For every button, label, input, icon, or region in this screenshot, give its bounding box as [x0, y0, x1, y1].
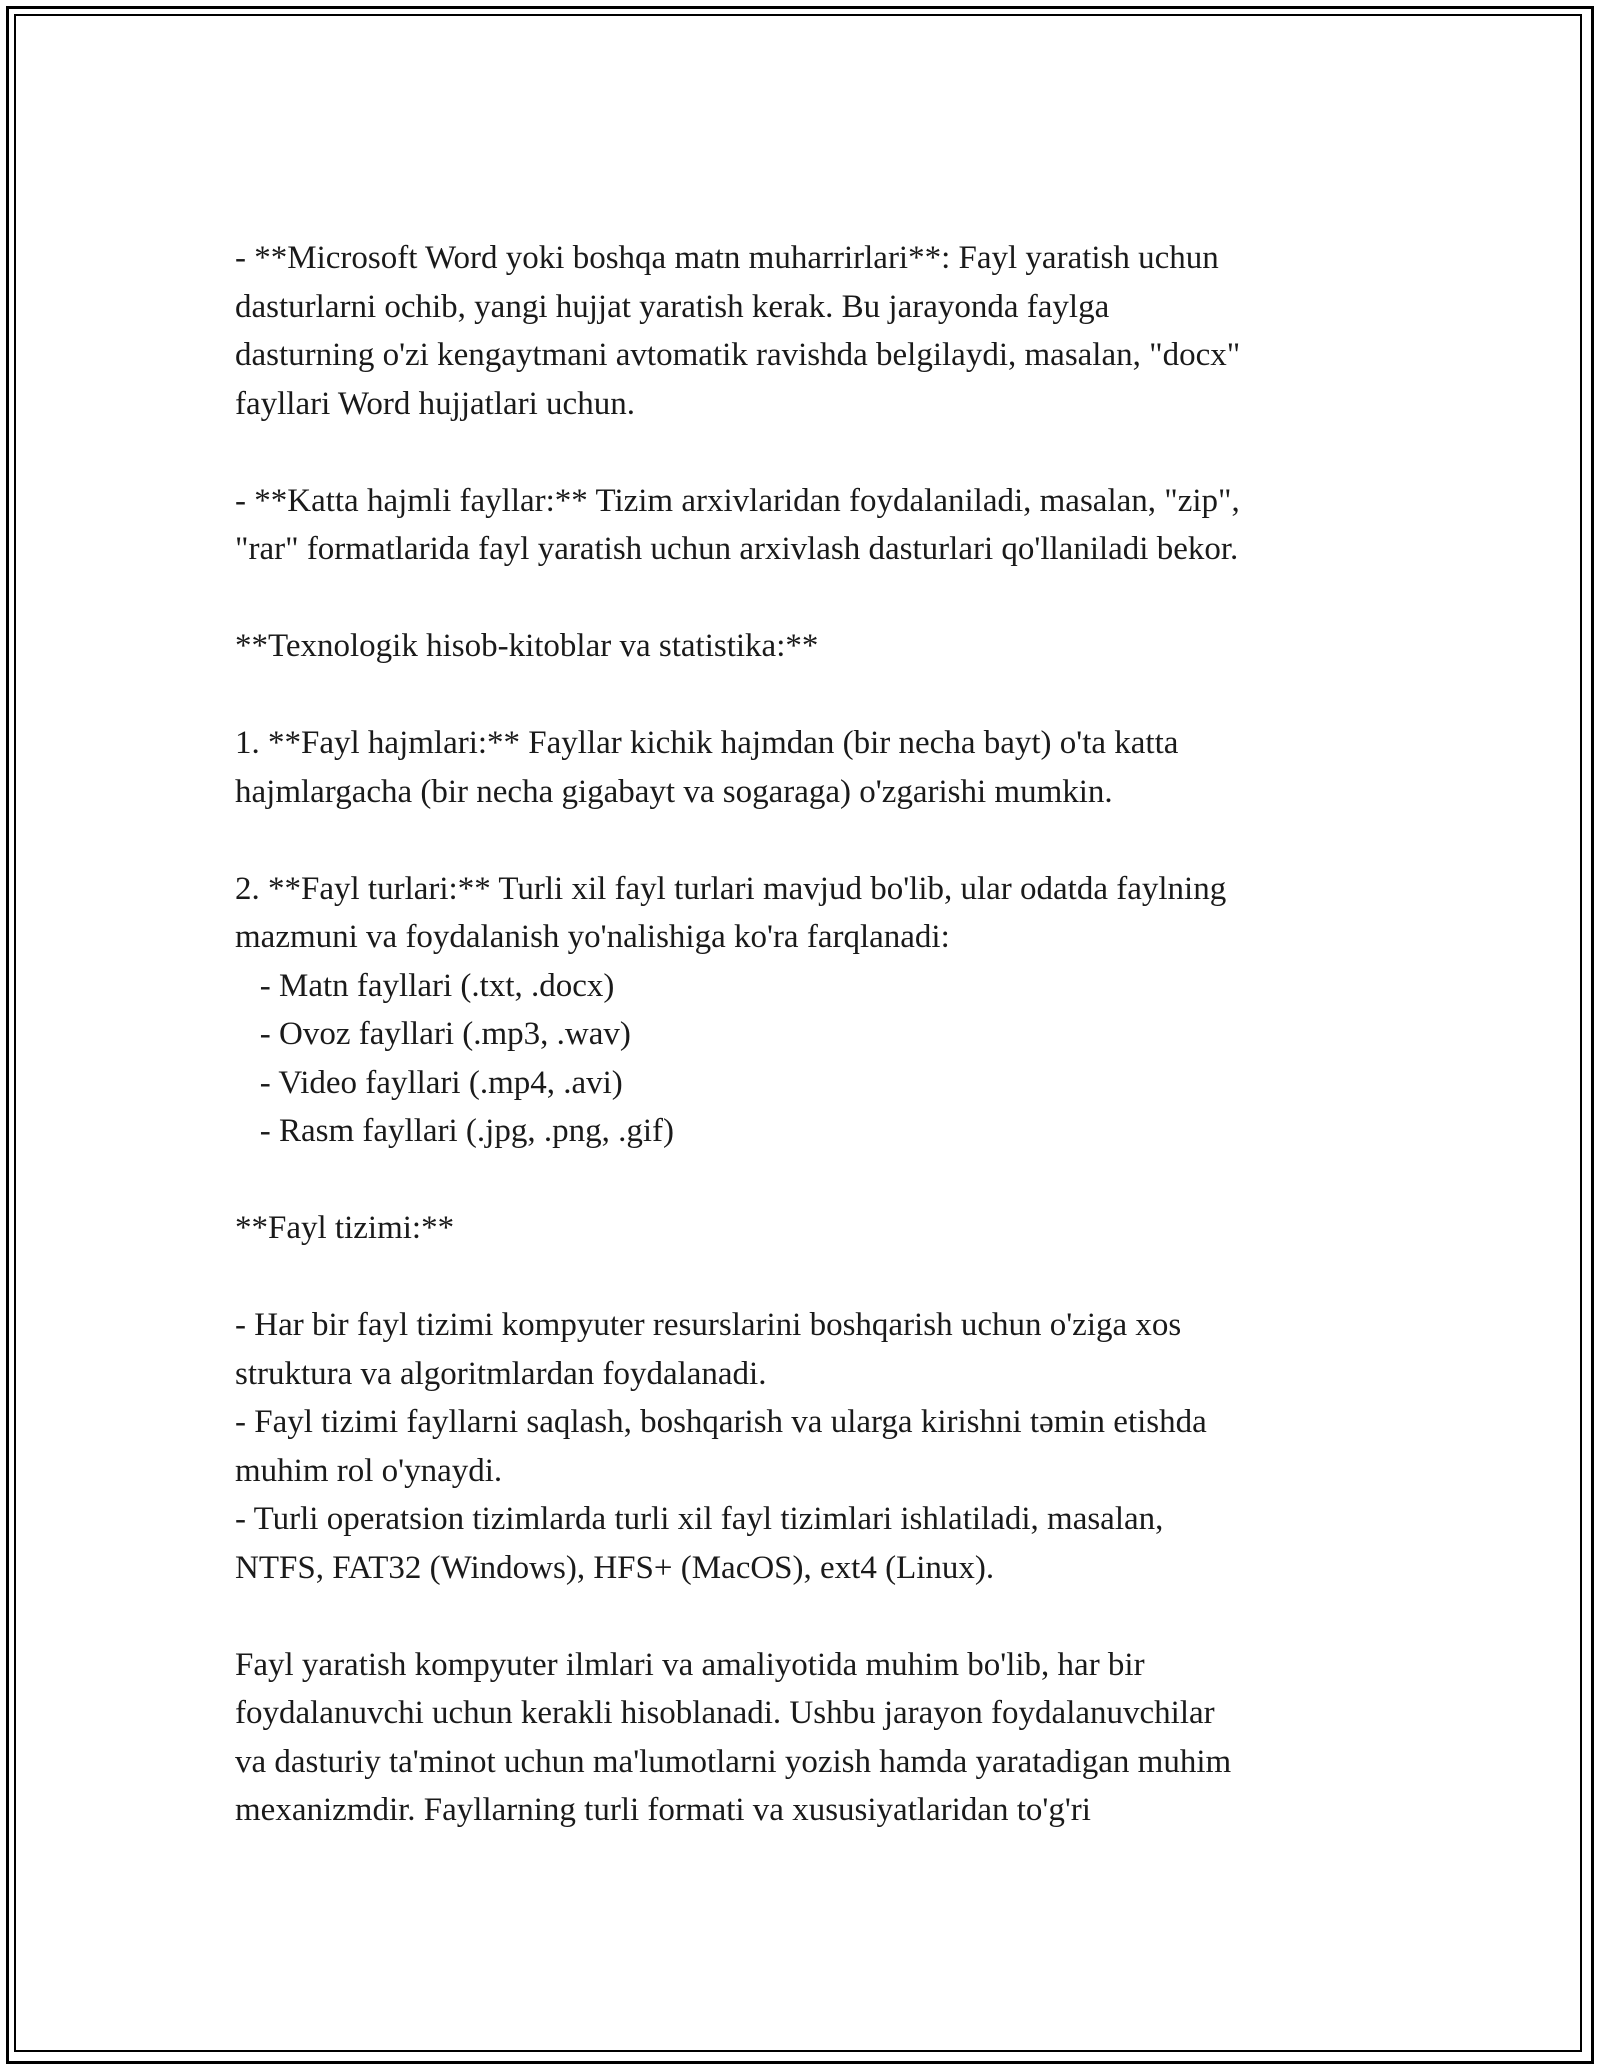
paragraph-gap: [235, 1253, 1415, 1302]
paragraph-word-editors: [235, 234, 1415, 428]
text-line: muhim rol o'ynaydi.: [235, 1452, 503, 1489]
list-item: - Video fayllari (.mp4, .avi): [235, 1064, 623, 1101]
text-line: **Texnologik hisob-kitoblar va statistika:**: [235, 628, 819, 664]
document-body: [235, 234, 1415, 1835]
text-line: - Turli operatsion tizimlarda turli xil fayl tizimlari ishlatiladi, masalan,: [235, 1501, 1164, 1537]
text-line: 2. **Fayl turlari:** Turli xil fayl turlari mavjud bo'lib, ular odatda faylning: [235, 870, 1227, 907]
text-line: foydalanuvchi uchun kerakli hisoblanadi. Ushbu jarayon foydalanuvchilar: [235, 1695, 1215, 1731]
paragraph-file-sizes: [235, 719, 1415, 816]
text-line: "rar" formatlarida fayl yaratish uchun arxivlash dasturlari qo'llaniladi bekor.: [235, 531, 1239, 567]
heading-file-system: [235, 1204, 1415, 1253]
paragraph-gap: [235, 428, 1415, 477]
text-line: **Fayl tizimi:**: [235, 1210, 455, 1246]
paragraph-file-types: [235, 865, 1415, 1156]
paragraph-gap: [235, 574, 1415, 623]
paragraph-gap: [235, 671, 1415, 720]
list-item: - Rasm fayllari (.jpg, .png, .gif): [235, 1113, 674, 1149]
text-line: struktura va algoritmlardan foydalanadi.: [235, 1355, 767, 1392]
text-line: 1. **Fayl hajmlari:** Fayllar kichik hajmdan (bir necha bayt) o'ta katta: [235, 725, 1179, 761]
paragraph-gap: [235, 1592, 1415, 1641]
list-item: - Matn fayllari (.txt, .docx): [235, 967, 615, 1004]
text-line: fayllari Word hujjatlari uchun.: [235, 385, 635, 422]
text-line: va dasturiy ta'minot uchun ma'lumotlarni yozish hamda yaratadigan muhim: [235, 1743, 1232, 1780]
text-line: - **Microsoft Word yoki boshqa matn muharrirlari**: Fayl yaratish uchun: [235, 240, 1219, 276]
text-line: - Har bir fayl tizimi kompyuter resurslarini boshqarish uchun o'ziga xos: [235, 1307, 1182, 1343]
paragraph-gap: [235, 1156, 1415, 1205]
paragraph-file-system-points: [235, 1301, 1415, 1592]
text-line: mexanizmdir. Fayllarning turli formati va xususiyatlaridan to'g'ri: [235, 1792, 1091, 1828]
text-line: mazmuni va foydalanish yo'nalishiga ko'ra farqlanadi:: [235, 919, 950, 955]
text-line: dasturning o'zi kengaytmani avtomatik ravishda belgilaydi, masalan, "docx": [235, 337, 1241, 373]
heading-tech-stats: [235, 622, 1415, 671]
paragraph-large-files: [235, 477, 1415, 574]
text-line: Fayl yaratish kompyuter ilmlari va amaliyotida muhim bo'lib, har bir: [235, 1646, 1145, 1683]
text-line: hajmlargacha (bir necha gigabayt va sogaraga) o'zgarishi mumkin.: [235, 773, 1113, 810]
text-line: - **Katta hajmli fayllar:** Tizim arxivlaridan foydalaniladi, masalan, "zip",: [235, 482, 1240, 519]
list-item: - Ovoz fayllari (.mp3, .wav): [235, 1016, 631, 1052]
text-line: NTFS, FAT32 (Windows), HFS+ (MacOS), ext4 (Linux).: [235, 1549, 995, 1586]
text-line: - Fayl tizimi fayllarni saqlash, boshqarish va ularga kirishni təmin etishda: [235, 1404, 1207, 1440]
paragraph-gap: [235, 816, 1415, 865]
paragraph-conclusion: [235, 1641, 1415, 1835]
text-line: dasturlarni ochib, yangi hujjat yaratish kerak. Bu jarayonda faylga: [235, 288, 1110, 325]
